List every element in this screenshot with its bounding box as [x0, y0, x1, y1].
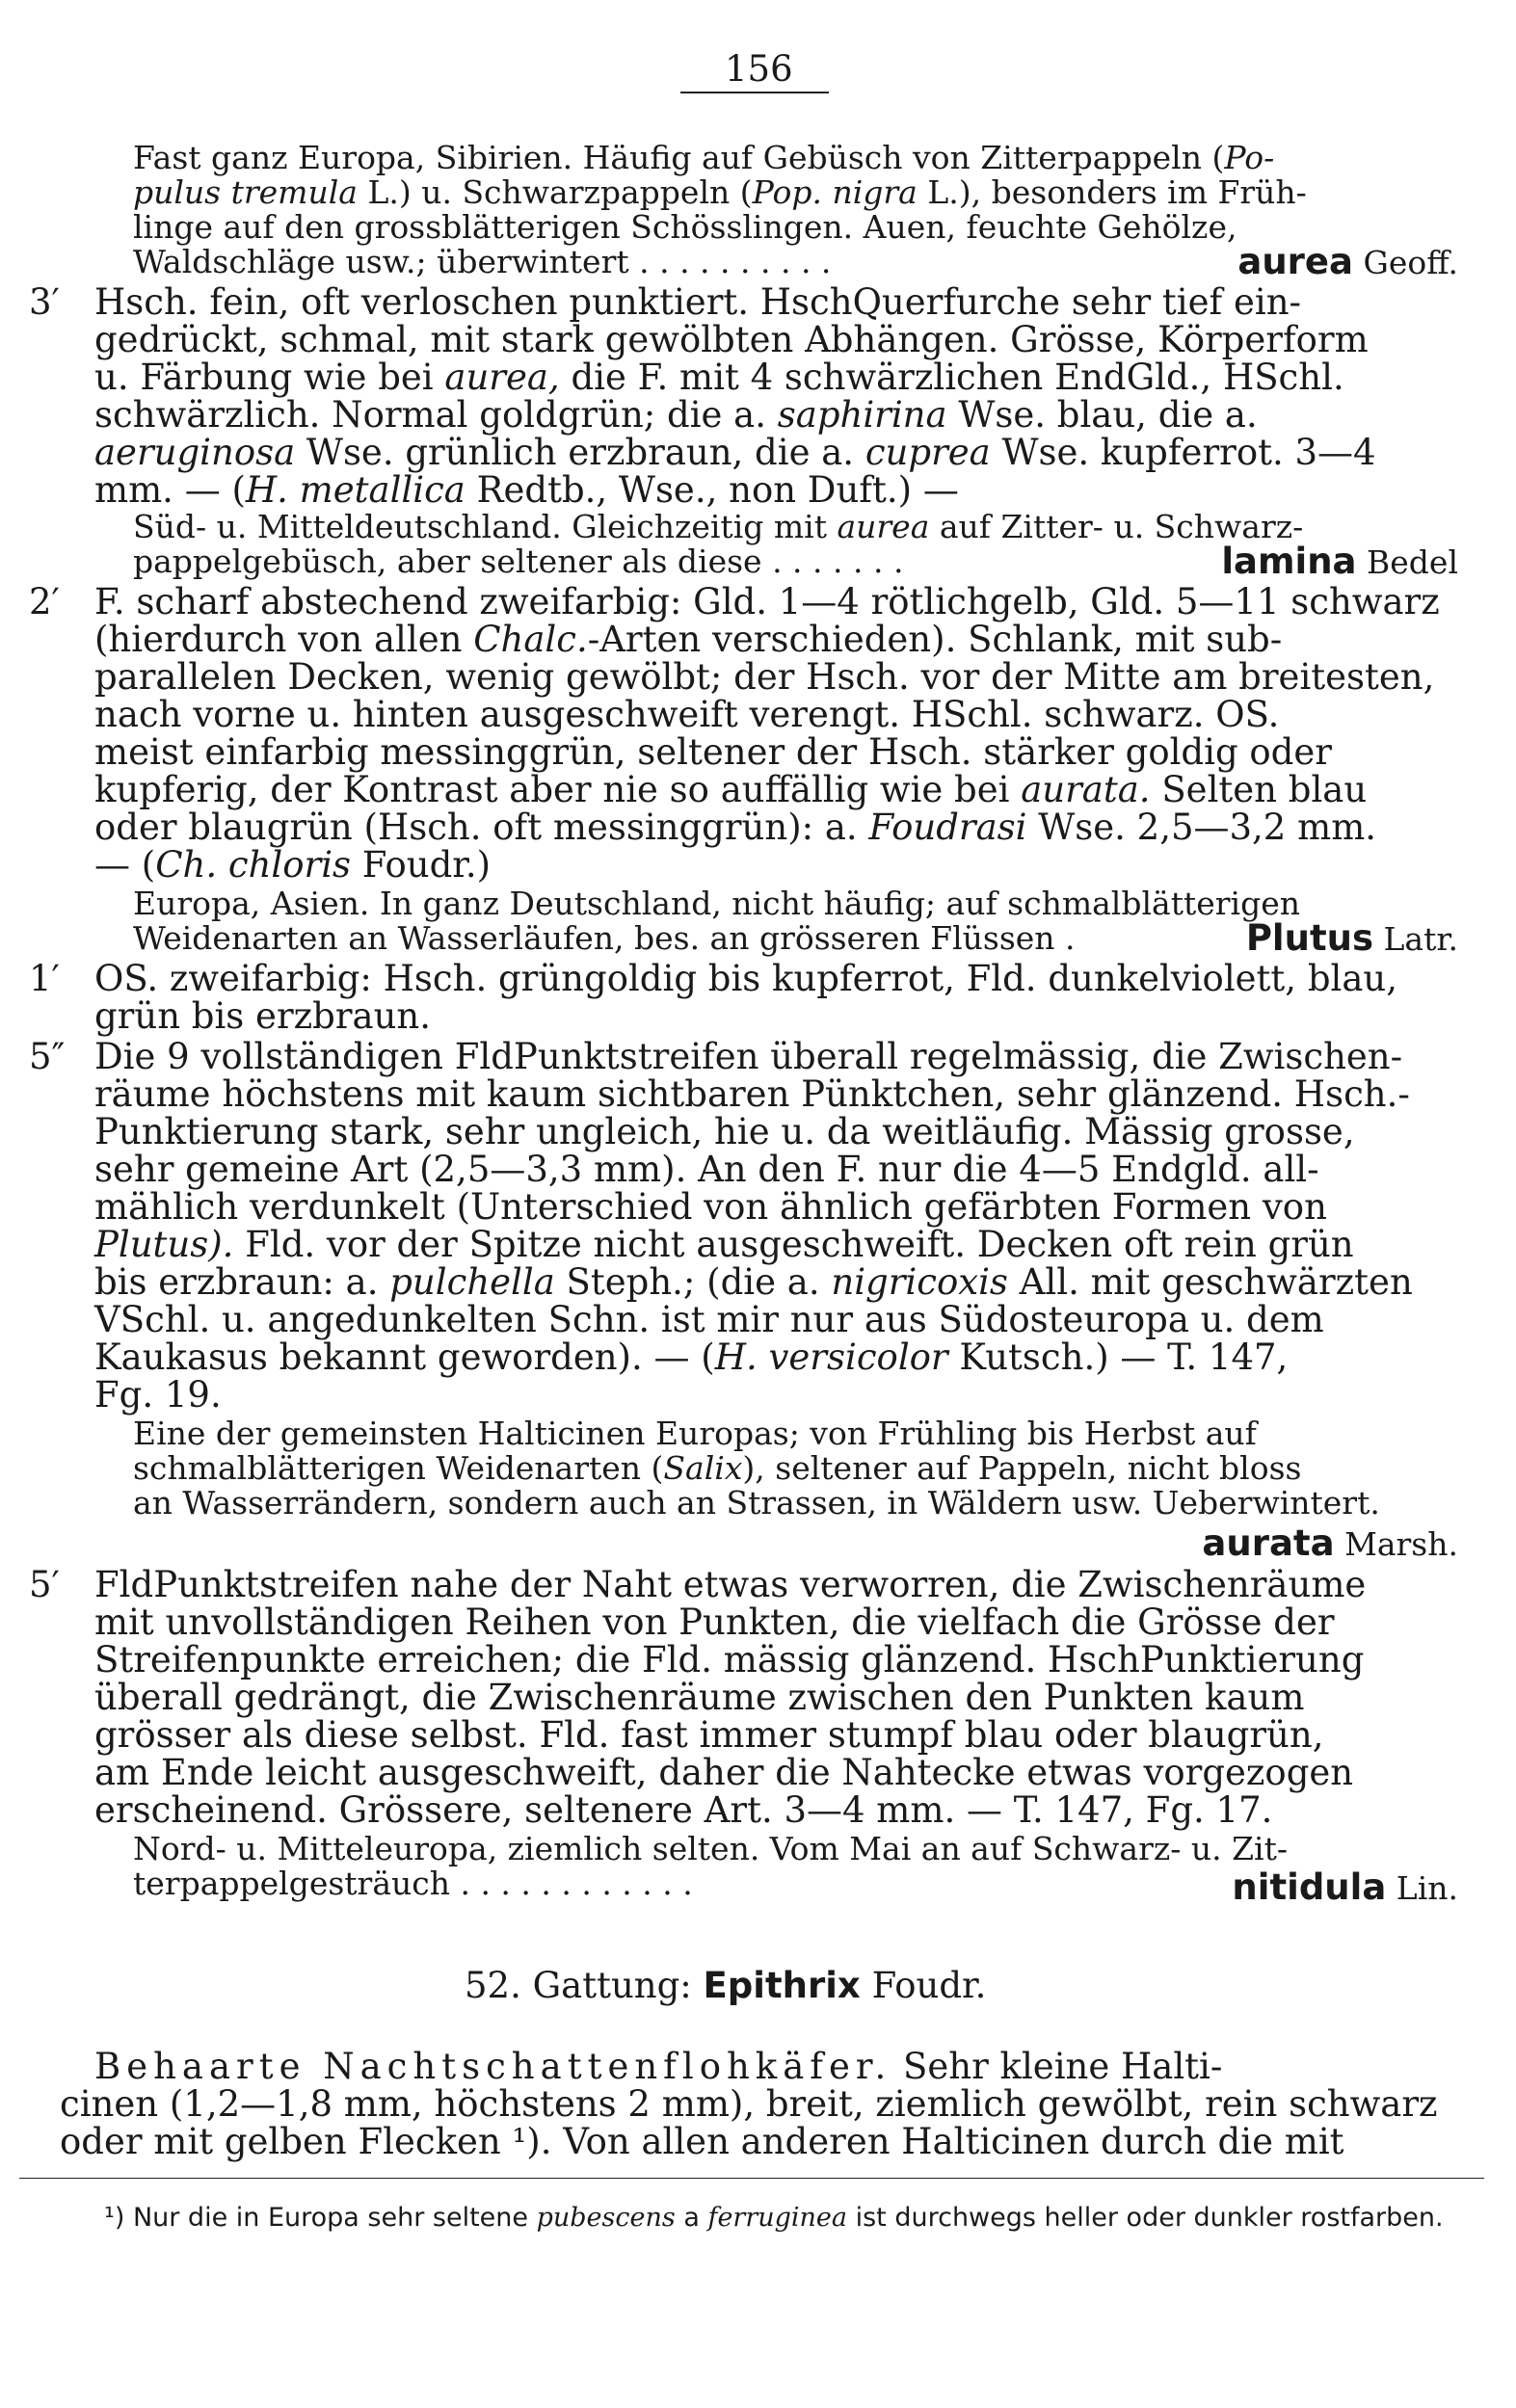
text-line: Eine der gemeinsten Halticinen Europas; von Frühling bis Herbst auf	[133, 1415, 1257, 1452]
text-line: räume höchstens mit kaum sichtbaren Pünktchen, sehr glänzend. Hsch.-	[94, 1073, 1410, 1115]
text-line: VSchl. u. angedunkelten Schn. ist mir nur aus Südosteuropa u. dem	[94, 1299, 1324, 1340]
text-line: sehr gemeine Art (2,5—3,3 mm). An den F. nur die 4—5 Endgld. all-	[94, 1149, 1319, 1190]
text-line: kupferig, der Kontrast aber nie so auffällig wie bei aurata. Selten blau	[94, 769, 1368, 810]
species-aurea: aurea Geoff.	[1237, 241, 1458, 282]
text-line: schmalblätterigen Weidenarten (Salix), seltener auf Pappeln, nicht bloss	[133, 1449, 1302, 1487]
text-line: F. scharf abstechend zweifarbig: Gld. 1—4 rötlichgelb, Gld. 5—11 schwarz	[94, 581, 1440, 622]
footnote-rule	[19, 2178, 1484, 2179]
text-line: Hsch. fein, oft verloschen punktiert. HschQuerfurche sehr tief ein-	[94, 281, 1302, 323]
text-line: mit unvollständigen Reihen von Punkten, die vielfach die Grösse der	[94, 1601, 1335, 1643]
text-line: gedrückt, schmal, mit stark gewölbten Abhängen. Grösse, Körperform	[94, 319, 1369, 360]
text-line: Die 9 vollständigen FldPunktstreifen überall regelmässig, die Zwischen-	[94, 1036, 1403, 1077]
text-line: pappelgebüsch, aber seltener als diese . . . . . . .	[133, 542, 904, 580]
genus-heading: 52. Gattung: Epithrix Foudr.	[465, 1965, 987, 2006]
text-line: erscheinend. Grössere, seltenere Art. 3—4 mm. — T. 147, Fg. 17.	[94, 1789, 1273, 1831]
species-lamina: lamina Bedel	[1221, 541, 1458, 582]
text-line: aeruginosa Wse. grünlich erzbraun, die a. cuprea Wse. kupferrot. 3—4	[94, 432, 1376, 473]
text-line: (hierdurch von allen Chalc.-Arten verschieden). Schlank, mit sub-	[94, 619, 1283, 660]
text-line: bis erzbraun: a. pulchella Steph.; (die a. nigricoxis All. mit geschwärzten	[94, 1261, 1413, 1303]
text-line: Europa, Asien. In ganz Deutschland, nicht häufig; auf schmalblätterigen	[133, 885, 1300, 922]
footnote: ¹) Nur die in Europa sehr seltene pubescens a ferruginea ist durchwegs heller oder dunkler rostfarben.	[104, 2203, 1444, 2233]
text-line: Süd- u. Mitteldeutschland. Gleichzeitig mit aurea auf Zitter- u. Schwarz-	[133, 508, 1304, 545]
couplet-number: 2′	[29, 581, 60, 622]
text-line: FldPunktstreifen nahe der Naht etwas verworren, die Zwischenräume	[94, 1564, 1367, 1605]
text-line: cinen (1,2—1,8 mm, höchstens 2 mm), breit, ziemlich gewölbt, rein schwarz	[60, 2083, 1438, 2125]
text-line: u. Färbung wie bei aurea, die F. mit 4 schwärzlichen EndGld., HSchl.	[94, 357, 1344, 398]
text-line: Weidenarten an Wasserläufen, bes. an grösseren Flüssen .	[133, 919, 1076, 957]
couplet-number: 1′	[29, 958, 60, 999]
species-plutus: Plutus Latr.	[1245, 917, 1458, 959]
text-line: oder mit gelben Flecken ¹). Von allen anderen Halticinen durch die mit	[60, 2121, 1344, 2162]
text-line: nach vorne u. hinten ausgeschweift verengt. HSchl. schwarz. OS.	[94, 694, 1280, 735]
couplet-number: 3′	[29, 281, 60, 323]
couplet-number: 5′	[29, 1564, 60, 1605]
text-line: — (Ch. chloris Foudr.)	[94, 844, 492, 886]
text-line: terpappelgesträuch . . . . . . . . . . . .	[133, 1865, 693, 1902]
text-line: mählich verdunkelt (Unterschied von ähnlich gefärbten Formen von	[94, 1186, 1327, 1228]
text-line: pulus tremula L.) u. Schwarzpappeln (Pop. nigra L.), besonders im Früh-	[133, 173, 1307, 211]
text-line: parallelen Decken, wenig gewölbt; der Hsch. vor der Mitte am breitesten,	[94, 656, 1435, 698]
text-line: mm. — (H. metallica Redtb., Wse., non Duft.) —	[94, 469, 959, 511]
text-line: Waldschläge usw.; überwintert . . . . . . . . . .	[133, 243, 832, 280]
text-line: schwärzlich. Normal goldgrün; die a. saphirina Wse. blau, die a.	[94, 394, 1258, 436]
text-line: meist einfarbig messinggrün, seltener der Hsch. stärker goldig oder	[94, 731, 1332, 773]
text-line: oder blaugrün (Hsch. oft messinggrün): a. Foudrasi Wse. 2,5—3,2 mm.	[94, 807, 1377, 848]
page-number-rule	[680, 92, 829, 93]
text-line: am Ende leicht ausgeschweift, daher die Nahtecke etwas vorgezogen	[94, 1752, 1354, 1793]
text-line: Streifenpunkte erreichen; die Fld. mässig glänzend. HschPunktierung	[94, 1639, 1365, 1680]
text-line: Fast ganz Europa, Sibirien. Häufig auf Gebüsch von Zitterpappeln (Po-	[133, 139, 1275, 176]
text-line: grün bis erzbraun.	[94, 995, 431, 1037]
text-line: überall gedrängt, die Zwischenräume zwischen den Punkten kaum	[94, 1677, 1305, 1718]
text-line: OS. zweifarbig: Hsch. grüngoldig bis kupferrot, Fld. dunkelviolett, blau,	[94, 958, 1397, 999]
species-nitidula: nitidula Lin.	[1232, 1866, 1458, 1908]
text-line: linge auf den grossblätterigen Schösslingen. Auen, feuchte Gehölze,	[133, 208, 1237, 246]
text-line: Behaarte Nachtschattenflohkäfer. Sehr kleine Halti-	[94, 2046, 1223, 2087]
page-number: 156	[725, 48, 793, 90]
species-aurata: aurata Marsh.	[1202, 1522, 1458, 1564]
text-line: Fg. 19.	[94, 1374, 222, 1416]
text-line: Plutus). Fld. vor der Spitze nicht ausgeschweift. Decken oft rein grün	[94, 1224, 1354, 1265]
couplet-number: 5″	[29, 1036, 66, 1077]
text-line: Punktierung stark, sehr ungleich, hie u. da weitläufig. Mässig grosse,	[94, 1111, 1355, 1152]
text-line: grösser als diese selbst. Fld. fast immer stumpf blau oder blaugrün,	[94, 1714, 1324, 1756]
text-line: an Wasserrändern, sondern auch an Strassen, in Wäldern usw. Ueberwintert.	[133, 1484, 1380, 1522]
text-line: Nord- u. Mitteleuropa, ziemlich selten. Vom Mai an auf Schwarz- u. Zit-	[133, 1830, 1289, 1867]
text-line: Kaukasus bekannt geworden). — (H. versicolor Kutsch.) — T. 147,	[94, 1336, 1289, 1378]
